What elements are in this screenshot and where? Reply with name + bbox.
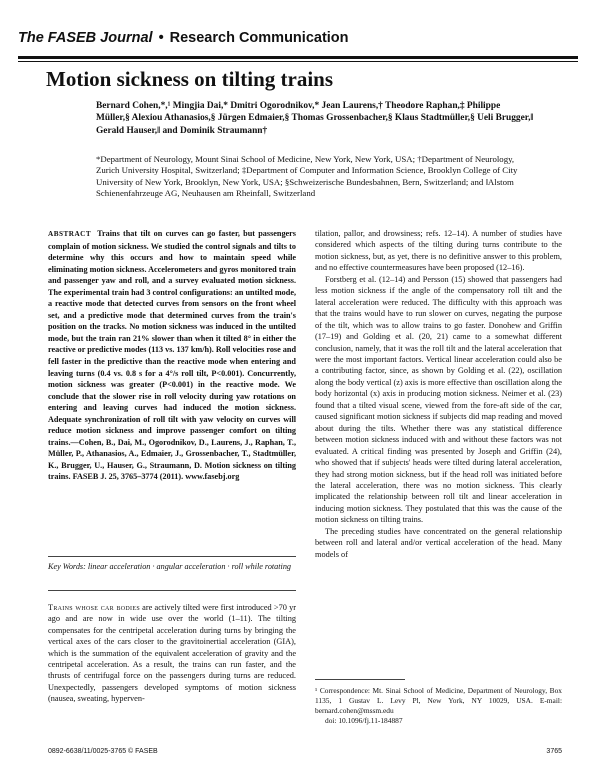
- footnote-rule: [315, 679, 405, 680]
- introduction-paragraph: [48, 602, 296, 705]
- footer-issn: 0892-6638/11/0025-3765 © FASEB: [48, 748, 158, 755]
- journal-header: [18, 30, 349, 46]
- affiliations: *Department of Neurology, Mount Sinai School of Medicine, New York, New York, USA; †Department of Neurology, Zurich University Hospital, Switzerland; ‡Department of Computer and Information Science, Brooklyn College of City University of New York, Brooklyn, New York, USA; §Schweizerische Bundesbahnen, Bern, Switzerland; and ‖Alstom Schienenfahrzeuge AG, Neuhausen am Rheinfall, Switzerland: [96, 154, 518, 198]
- keywords-rule-top: [48, 556, 296, 557]
- right-column: [315, 228, 562, 560]
- doi-link[interactable]: doi: 10.1096/fj.11-184887: [325, 716, 403, 725]
- header-rule-thick: [18, 56, 578, 59]
- section-name: Research Communication: [169, 30, 349, 46]
- intro-lead: Trains whose car bodies: [48, 603, 140, 612]
- intro-text: are actively tilted were first introduced >70 yr ago and are now in wide use over the world (1–11). The tilting compensates for the centripetal acceleration during turns by bringing the vertical axes of the cars closer to the gravitoinertial acceleration (GIA), which is the summation of the equivalent acceleration of gravity and the centripetal acceleration. As a result, the trains can run faster, and the thrusts of centrifugal force on the passengers during turns are reduced. Unexpectedly, passengers developed symptoms of motion sickness (nausea, sweating, hyperven-: [48, 603, 297, 704]
- header-rule-thin: [18, 61, 578, 62]
- correspondence-text: ¹ Correspondence: Mt. Sinai School of Medicine, Department of Neurology, Box 1135, 1 Gustav L. Levy Pl, New York, NY 10029, USA. E-mail: bernard.cohen@mssm.edu: [315, 686, 562, 715]
- keywords: Key Words: linear acceleration · angular acceleration · roll while rotating: [48, 562, 292, 571]
- right-paragraph-1: tilation, pallor, and drowsiness; refs. 12–14). A number of studies have considered which aspects of the tilting during turns contribute to the motion sickness, but, as yet, there is no definitive answer to this problem, and no effective countermeasures have been proposed (12–16).: [315, 229, 562, 273]
- journal-name: The FASEB Journal: [18, 30, 153, 46]
- abstract-text: Trains that tilt on curves can go faster, but passengers complain of motion sickness. We studied the control signals and tilts to determine why this occurs and how to maintain speed while eliminating motion sickness. Accelerometers and gyros monitored train and passenger yaw and roll, and a survey evaluated motion sickness. The experimental train had 3 control configurations: an untilted mode, a reactive mode that detected curves from sensors on the front wheel set, and a predictive mode that determined curves from the train's position on the tracks. No motion sickness was induced in the untilted mode, but the train ran 21% slower than when it tilted 8° in either the reactive or predictive modes (113 vs. 137 km/h). Roll velocities rose and fell faster in the predictive than the reactive mode when entering and leaving turns (0.4 vs. 0.8 s for a 4°/s roll tilt, P<0.001). Concurrently, motion sickness was greater (P<0.001) in the reactive mode. We conclude that the slower rise in roll velocity during yaw rotations on entering and leaving curves had induced the motion sickness. Adequate synchronization of roll tilt with yaw velocity on curves will reduce motion sickness and improve passenger comfort on tilting trains.—Cohen, B., Dai, M., Ogorodnikov, D., Laurens, J., Raphan, T., Müller, P., Athanasios, A., Edmaier, J., Grossenbacher, T., Stadtmüller, K., Brugger, U., Hauser, G., Straumann, D. Motion sickness on tilting trains. FASEB J. 25, 3765–3774 (2011). www.fasebj.org: [48, 229, 296, 482]
- page-number: 3765: [546, 748, 562, 755]
- article-title: Motion sickness on tilting trains: [46, 67, 334, 91]
- header-separator: •: [158, 30, 164, 46]
- keywords-rule-bottom: [48, 590, 296, 591]
- abstract: [48, 228, 296, 483]
- right-paragraph-2: Forstberg et al. (12–14) and Persson (15) showed that passengers had less motion sickness if the angle of the compensatory roll tilt and the lateral acceleration were reduced. The difficulty with this approach was that the trains would have to run slower on curves, negating the purpose of the tilt, which was to allow trains to go faster. Donohew and Griffin (17–19) and Golding et al. (20, 21) came to a somewhat different conclusion, namely, that it was the roll tilt and the lateral acceleration that were the most important factors. Vertical linear acceleration could also be a contributing factor, since, as shown by Golding et al. (22), oscillation along the body vertical (z) axis is more effective than oscillation along the body horizontal (x) axis in producing motion sickness. Neimer et al. (23) found that a tilted visual scene, viewed from the fore-aft side of the car, caused significant motion sickness if subjects did map reading and moved about during the tilts. Whether there was any statistical difference between motion sickness induced with and without these factors was not evaluated. A critical finding was presented by Joseph and Griffin (24), who showed that if subjects' heads were tilted during lateral acceleration, they had strong motion sickness, but if the head roll was initiated before the lateral acceleration, there was no motion sickness. This clearly implicated the relationship between roll tilt and linear acceleration in inducing motion sickness. They postulated that this was the cause of the motion sickness on tilting trains.: [315, 274, 562, 525]
- correspondence-footnote: [315, 686, 562, 726]
- right-paragraph-3: The preceding studies have concentrated on the general relationship between roll and lateral and/or vertical acceleration of the head. Many models of: [315, 526, 562, 559]
- author-list: Bernard Cohen,*,¹ Mingjia Dai,* Dmitri Ogorodnikov,* Jean Laurens,† Theodore Raphan,‡ Philippe Müller,§ Alexiou Athanasios,§ Jürgen Edmaier,§ Thomas Grossenbacher,§ Klaus Stadtmüller,§ Ueli Brugger,‖ Gerald Hauser,‖ and Dominik Straumann†: [96, 101, 534, 136]
- abstract-label: ABSTRACT: [48, 230, 92, 238]
